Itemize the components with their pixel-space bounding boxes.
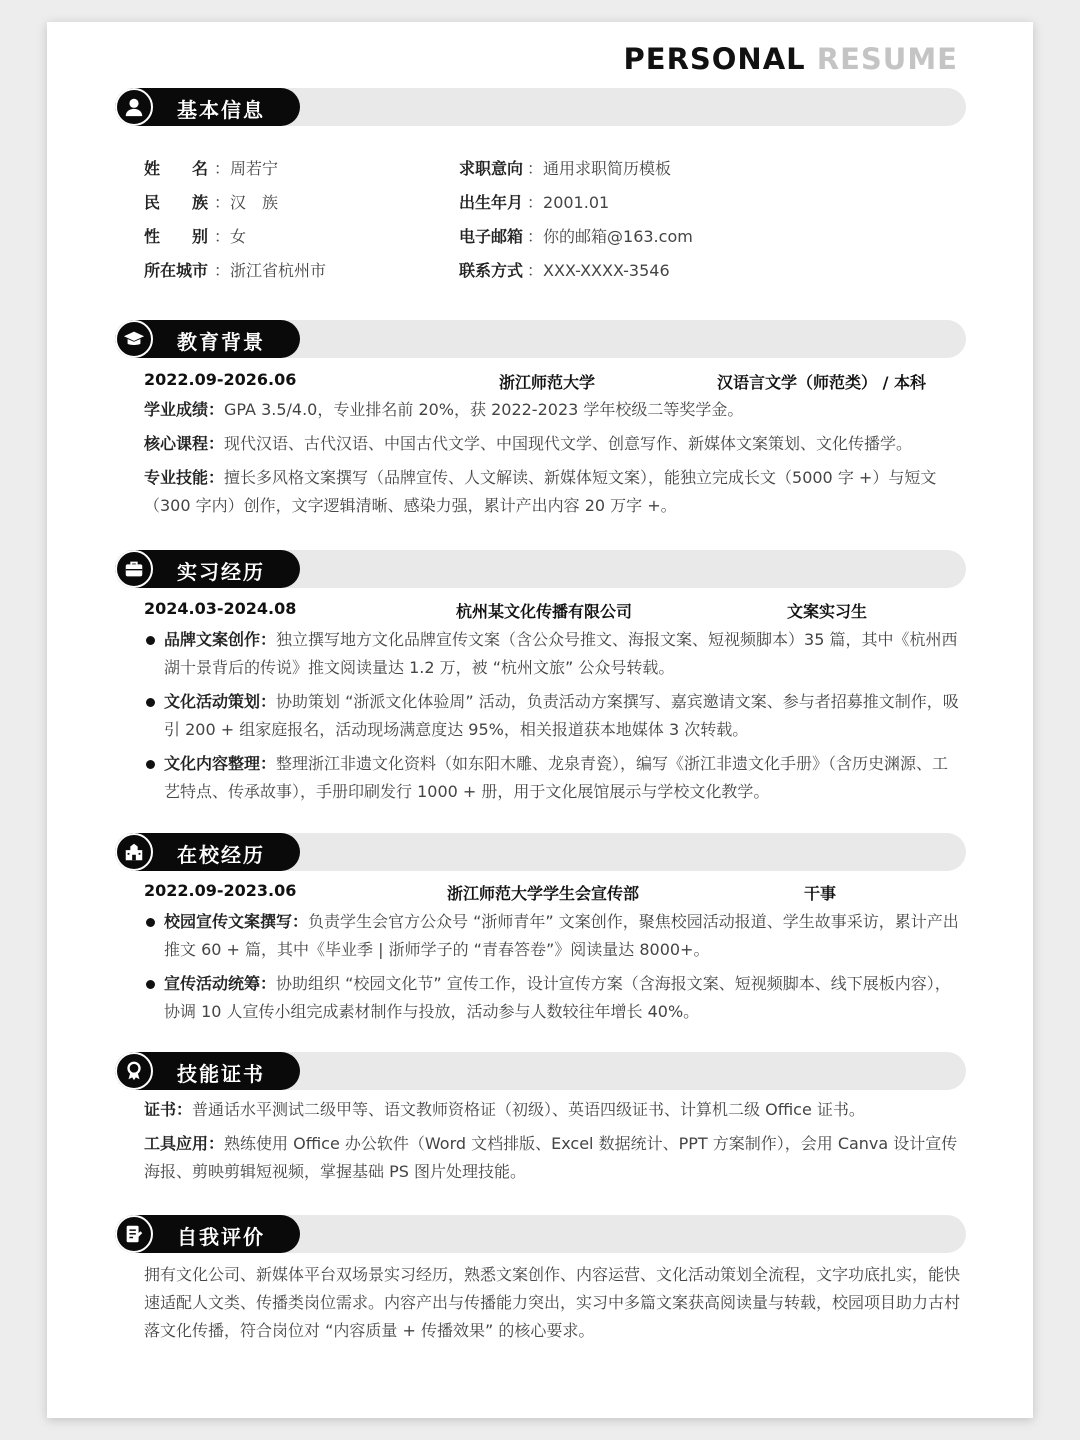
title-personal: PERSONAL [623,42,806,76]
section-title: 实习经历 [177,560,265,584]
person-icon [115,88,153,126]
section-header-self [115,1215,966,1253]
info-name: 姓 名 ：周若宁 [144,159,279,178]
section-title: 技能证书 [177,1062,265,1086]
school-building-icon [115,833,153,871]
section-header-basic [115,88,966,126]
intern-item: 文化内容整理：整理浙江非遗文化资料（如东阳木雕、龙泉青瓷），编写《浙江非遗文化手册》（含历史渊源、工艺特点、传承故事），手册印刷发行 1000 + 册，用于文化展馆展示与学校文化教学。 [144,750,962,806]
info-email: 电子邮箱 ：你的邮箱@163.com [459,227,693,246]
intern-period: 2024.03-2024.08 [144,599,297,618]
section-title: 教育背景 [177,330,265,354]
edit-note-icon [115,1215,153,1253]
campus-org: 浙江师范大学学生会宣传部 [447,884,640,903]
campus-item: 宣传活动统筹：协助组织 “校园文化节” 宣传工作，设计宣传方案（含海报文案、短视频脚本、线下展板内容），协调 10 人宣传小组完成素材制作与投放，活动参与人数较往年增长 40%。 [144,970,962,1026]
resume-page [47,22,1033,1418]
info-intent: 求职意向 ：通用求职简历模板 [459,159,672,178]
intern-company: 杭州某文化传播有限公司 [456,602,633,621]
section-header-education [115,320,966,358]
section-header-internship [115,550,966,588]
edu-period: 2022.09-2026.06 [144,370,297,389]
briefcase-icon [115,550,153,588]
self-eval-text: 拥有文化公司、新媒体平台双场景实习经历，熟悉文案创作、内容运营、文化活动策划全流程，文字功底扎实，能快速适配人文类、传播类岗位需求。内容产出与传播能力突出，实习中多篇文案获高阅读量与转载，校园项目助力古村落文化传播，符合岗位对 “内容质量 + 传播效果” 的核心要求。 [144,1265,961,1340]
section-header-skills [115,1052,966,1090]
edu-school: 浙江师范大学 [499,373,596,392]
skills-cert: 证书：普通话水平测试二级甲等、语文教师资格证（初级）、英语四级证书、计算机二级 Office 证书。 [144,1100,865,1119]
campus-role: 干事 [804,884,837,903]
graduation-cap-icon [115,320,153,358]
skills-tools: 工具应用：熟练使用 Office 办公软件（Word 文档排版、Excel 数据统计、PPT 方案制作），会用 Canva 设计宣传海报、剪映剪辑短视频，掌握基础 PS 图片处理技能。 [144,1134,958,1181]
edu-skill: 专业技能：擅长多风格文案撰写（品牌宣传、人文解读、新媒体短文案），能独立完成长文（5000 字 +）与短文（300 字内）创作，文字逻辑清晰、感染力强，累计产出内容 20 万字 +。 [144,468,937,515]
edu-major: 汉语言文学（师范类） / 本科 [717,373,926,392]
campus-period: 2022.09-2023.06 [144,881,297,900]
intern-role: 文案实习生 [787,602,868,621]
info-ethnicity: 民 族 ：汉 族 [144,193,279,212]
award-icon [115,1052,153,1090]
info-city: 所在城市 ：浙江省杭州市 [144,261,327,280]
intern-item: 文化活动策划：协助策划 “浙派文化体验周” 活动，负责活动方案撰写、嘉宾邀请文案、参与者招募推文制作，吸引 200 + 组家庭报名，活动现场满意度达 95%，相关报道获本地媒体 3 次转载。 [144,688,962,744]
title-resume: RESUME [816,42,958,76]
page-title [624,42,959,76]
info-phone: 联系方式 ：XXX-XXXX-3546 [459,261,670,280]
section-title: 自我评价 [177,1225,265,1249]
info-gender: 性 别 ：女 [144,227,247,246]
section-title: 在校经历 [177,843,265,867]
edu-gpa: 学业成绩：GPA 3.5/4.0，专业排名前 20%，获 2022-2023 学年校级二等奖学金。 [144,400,744,419]
edu-courses: 核心课程：现代汉语、古代汉语、中国古代文学、中国现代文学、创意写作、新媒体文案策划、文化传播学。 [144,434,913,453]
campus-item: 校园宣传文案撰写：负责学生会官方公众号 “浙师青年” 文案创作，聚焦校园活动报道、学生故事采访，累计产出推文 60 + 篇，其中《毕业季 | 浙师学子的 “青春答卷”》阅读量达 8000+。 [144,908,962,964]
section-title: 基本信息 [177,98,265,122]
intern-item: 品牌文案创作：独立撰写地方文化品牌宣传文案（含公众号推文、海报文案、短视频脚本）35 篇，其中《杭州西湖十景背后的传说》推文阅读量达 1.2 万，被 “杭州文旅” 公众号转载。 [144,626,962,682]
info-birth: 出生年月 ：2001.01 [459,193,610,212]
section-header-campus [115,833,966,871]
